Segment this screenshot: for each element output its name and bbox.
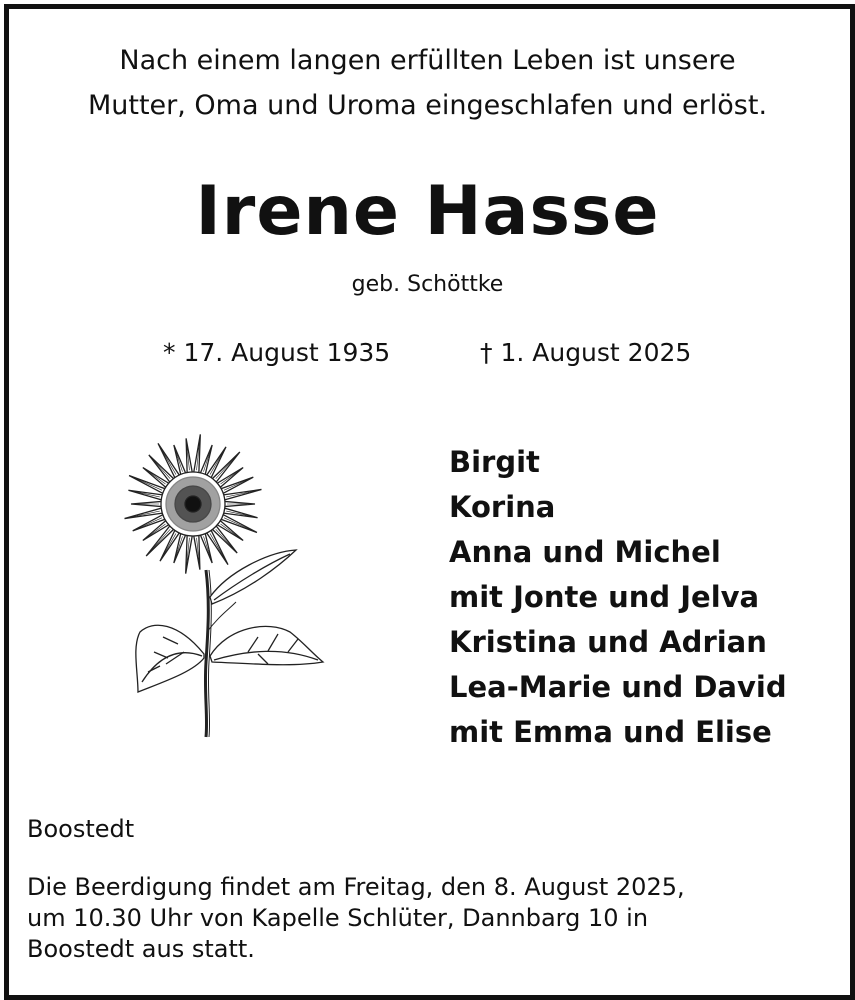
family-member: Lea-Marie und David bbox=[449, 670, 787, 704]
family-list bbox=[449, 440, 787, 755]
family-member: Korina bbox=[449, 490, 556, 524]
deceased-name: Irene Hasse bbox=[195, 172, 660, 251]
place-name: Boostedt bbox=[27, 815, 135, 843]
funeral-line-1: Die Beerdigung findet am Freitag, den 8. August 2025, bbox=[27, 873, 685, 901]
funeral-line-2: um 10.30 Uhr von Kapelle Schlüter, Dannbarg 10 in bbox=[27, 904, 649, 932]
birth-name: geb. Schöttke bbox=[351, 272, 504, 297]
family-member: Kristina und Adrian bbox=[449, 625, 767, 659]
death-date: † 1. August 2025 bbox=[480, 338, 692, 367]
birth-date: * 17. August 1935 bbox=[163, 338, 391, 367]
family-member: Anna und Michel bbox=[449, 535, 721, 569]
family-member: Birgit bbox=[449, 445, 540, 479]
funeral-line-3: Boostedt aus statt. bbox=[27, 935, 255, 963]
family-member: mit Emma und Elise bbox=[449, 715, 772, 749]
intro-line-2: Mutter, Oma und Uroma eingeschlafen und erlöst. bbox=[87, 90, 768, 121]
family-member: mit Jonte und Jelva bbox=[449, 580, 760, 614]
intro-text bbox=[0, 38, 855, 128]
funeral-info bbox=[27, 872, 827, 965]
intro-line-1: Nach einem langen erfüllten Leben ist unsere bbox=[119, 45, 736, 76]
sunflower-icon bbox=[118, 432, 333, 742]
